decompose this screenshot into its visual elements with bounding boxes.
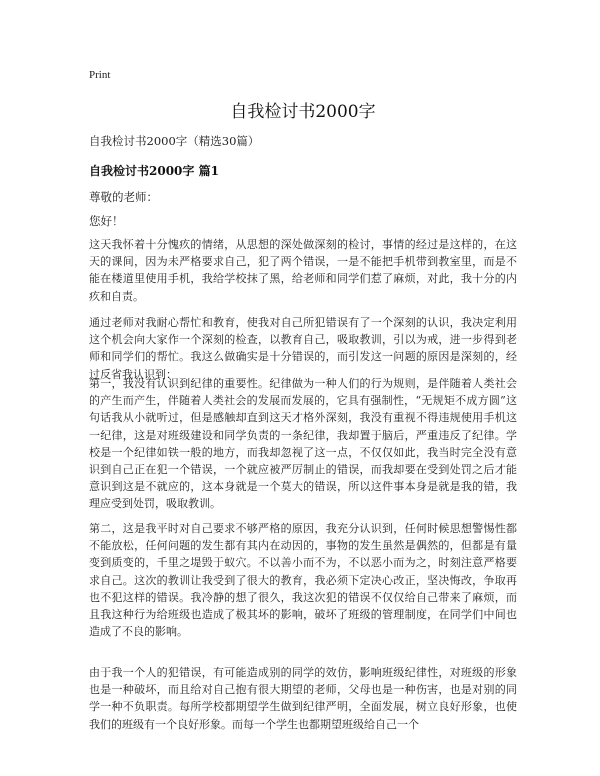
salutation-line: 尊敬的老师：	[89, 190, 158, 204]
body-paragraph: 第一，我没有认识到纪律的重要性。纪律做为一种人们的行为规则，是伴随着人类社会的产生而产生，伴随着人类社会的发展而发展的，它具有强制性，“无规矩不成方圆”这句话我从小就听过，但是感触却直到这天才格外深刻，我没有重视不得违规使用手机这一纪律，这是对班级建设和同学负责的一条纪律，我却置于脑后，严重违反了纪律。学校是一个纪律如铁一般的地方，而我却忽视了这一点，不仅仅如此，我当时完全没有意识到自己正在犯一个错误，一个就应被严厉制止的错误，而我却要在受到处罚之后才能意识到这是不就应的，这本身就是一个莫大的错误，所以这件事本身是就是我的错，我理应受到处罚，吸取教训。	[89, 377, 517, 511]
body-paragraph: 通过老师对我耐心帮忙和教育，使我对自己所犯错误有了一个深刻的认识，我决定利用这个机会向大家作一个深刻的检查，以教育自己，吸取教训，引以为戒，进一步得到老师和同学们的帮忙。我这么做确实是十分错误的，而引发这一问题的原因是深刻的，经过反省我认识到：	[89, 316, 517, 381]
section-heading: 自我检讨书2000字 篇1	[89, 164, 219, 178]
body-paragraph: 这天我怀着十分愧疚的情绪，从思想的深处做深刻的检讨，事情的经过是这样的，在这天的课间，因为未严格要求自己，犯了两个错误，一是不能把手机带到教室里，而是不能在楼道里使用手机，我给学校抹了黑，给老师和同学们惹了麻烦，对此，我十分的内疚和自责。	[89, 238, 517, 303]
print-link[interactable]: Print	[89, 69, 111, 81]
body-paragraph: 由于我一个人的犯错误，有可能造成别的同学的效仿，影响班级纪律性，对班级的形象也是一种破坏，而且给对自己抱有很大期望的老师，父母也是一种伤害，也是对别的同学一种不负职责。每所学校都期望学生做到纪律严明，全面发展，树立良好形象，也使我们的班级有一个良好形象。而每一个学生也都期望班级给自己一个	[89, 666, 517, 731]
greeting-line: 您好！	[89, 214, 124, 228]
body-paragraph: 第二，这是我平时对自己要求不够严格的原因，我充分认识到，任何时候思想警惕性都不能放松，任何问题的发生都有其内在动因的，事物的发生虽然是偶然的，但都是有量变到质变的，千里之堤毁于蚁穴。不以善小而不为，不以恶小而为之，时刻注意严格要求自己。这次的教训让我受到了很大的教育，我必须下定决心改正，坚决悔改，争取再也不犯这样的错误。我冷静的想了很久，我这次犯的错误不仅仅给自己带来了麻烦，而且我这种行为给班级也造成了极其坏的影响，破坏了班级的管理制度，在同学们中间也造成了不良的影响。	[89, 522, 517, 639]
page-title: 自我检讨书2000字	[230, 102, 376, 122]
document-subtitle: 自我检讨书2000字（精选30篇）	[89, 134, 260, 148]
